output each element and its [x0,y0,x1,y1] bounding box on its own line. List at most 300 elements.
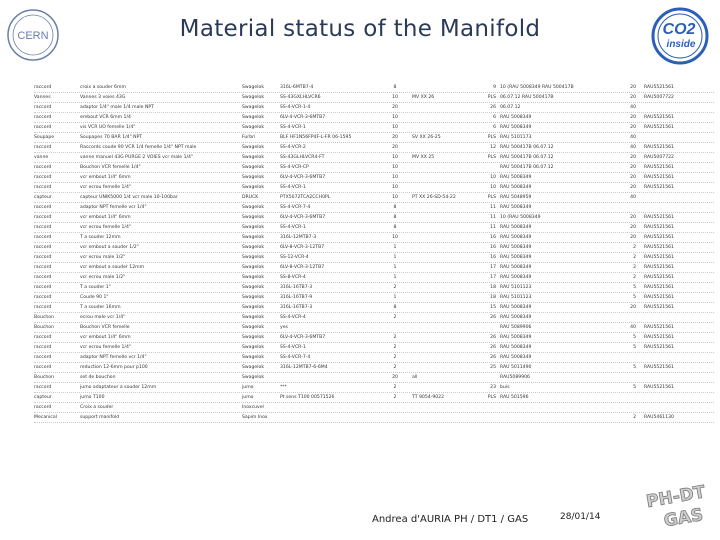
cell-reference: BLF HF1N56FP4F-L-FR 06-1595 [280,135,352,140]
cell-reference: 316L-12MTB7-6-6M4 [280,365,328,370]
cell-pls: PLS [487,195,496,200]
cell-reference: SS-43GLHLVCR4-FT [280,155,325,160]
cell-quantity-2: 20 [630,85,636,90]
page-title: Material status of the Manifold [179,16,541,42]
table-row [34,273,714,283]
cell-reference: *** [280,385,287,390]
table-row [34,253,714,263]
cell-supplier: Swagelok [242,325,264,330]
cell-rau-ref: 06.07.12 [500,105,521,110]
cell-supplier: Swagelok [242,145,264,150]
cell-rau-code: RAU5521561 [644,185,674,190]
cell-tag: MV XX 26 [412,95,435,100]
cell-supplier: Swagelok [242,285,264,290]
cell-type: raccord [34,85,52,90]
cell-rau-ref: RAU 500417B 06.07.12 [500,165,554,170]
cell-supplier: Swagelok [242,295,264,300]
cell-supplier: Swagelok [242,235,264,240]
cell-rau-code: RAU5521561 [644,175,674,180]
table-row [34,363,714,373]
cell-quantity-2: 20 [630,235,636,240]
table-row [34,343,714,353]
cell-rau-code: RAU5521561 [644,145,674,150]
table-row [34,233,714,243]
cell-rau-code: RAU5521561 [644,225,674,230]
cell-description: ecrou male vcr 1/4" [80,315,126,320]
cell-description: reduction 12-6mm pour p100 [80,365,148,370]
cell-type: raccord [34,225,52,230]
cell-tag: TT 9054-9022 [412,395,445,400]
cell-type: raccord [34,275,52,280]
cell-quantity: 10 [392,235,398,240]
cell-quantity-2: 5 [633,335,636,340]
cell-reference: SS-43GXLHLVCR6 [280,95,321,100]
cell-reference: 316L-16TB7-3 [280,305,313,310]
cell-supplier: Sapim Inox [242,415,268,420]
cell-reference: 6LV-4-VCR-3-6MTB7 [280,175,326,180]
cell-quantity-2: 40 [630,145,636,150]
table-row [34,93,714,103]
cell-type: raccord [34,105,52,110]
cell-description: T a souder 16mm [80,305,121,310]
cell-rau-code: RAU5521561 [644,385,674,390]
cell-type: Soupape [34,135,55,140]
cell-quantity-2: 2 [633,275,636,280]
cell-reference: Pt sens T100 00571526 [280,395,335,400]
cell-supplier: DRUCK [242,195,259,200]
table-row [34,153,714,163]
table-row [34,143,714,153]
cell-reference: SS-4-VCR-1 [280,225,306,230]
cell-type: raccord [34,335,52,340]
cell-rau-ref: RAU 5008349 [500,205,532,210]
cell-supplier: Swagelok [242,165,264,170]
cell-type: raccord [34,185,52,190]
cell-pls: PLS [487,135,496,140]
cell-supplier: Inoxcuvel [242,405,264,410]
cell-rau-ref: buis [500,385,510,390]
cell-rau-code: RAU5521561 [644,235,674,240]
cell-rau-code: RAU5521561 [644,255,674,260]
cell-type: raccord [34,125,52,130]
cell-quantity: 2 [393,385,397,390]
cell-quantity: 1 [393,265,397,270]
cell-quantity: 1 [393,295,397,300]
cell-type: vanne [34,155,49,160]
cell-description: jumo T100 [80,395,105,400]
cell-rau-ref: RAU 5008349 [500,245,532,250]
cell-description: T a souder 1" [80,285,111,290]
cell-supplier: Swagelok [242,115,264,120]
cell-type: capteur [34,195,52,200]
cell-supplier: Swagelok [242,95,264,100]
cell-rau-ref: RAU 5008349 [500,335,532,340]
cell-supplier: Swagelok [242,185,264,190]
cell-rau-code: RAU5521561 [644,275,674,280]
cell-rau-code: RAU5521561 [644,165,674,170]
cell-pls: 18 [490,285,496,290]
cell-rau-code: RAU5461130 [644,415,674,420]
table-row [34,83,714,93]
cell-rau-code: RAU5007722 [644,155,674,160]
table-row [34,383,714,393]
table-row [34,173,714,183]
cell-rau-ref: 10 (RAU 5008349 RAU 500417B [500,85,574,90]
cell-rau-ref: RAU 500417B 06.07.12 [500,155,554,160]
cell-pls: PLS [487,395,496,400]
cell-reference: 6LV-4-VCR-3-6MTB7 [280,335,326,340]
cell-rau-code: RAU5521561 [644,325,674,330]
table-row [34,193,714,203]
cell-quantity-2: 2 [633,245,636,250]
cell-quantity-2: 20 [630,215,636,220]
svg-text:inside: inside [666,39,696,50]
cell-quantity: 10 [392,195,398,200]
cell-quantity: 8 [393,305,397,310]
cell-quantity: 8 [393,215,397,220]
footer-author: Andrea d'AURIA PH / DT1 / GAS [372,514,529,525]
cell-quantity-2: 40 [630,135,636,140]
cell-supplier: jumo [242,385,254,390]
cell-type: raccord [34,235,52,240]
cell-rau-ref: RAU 5008349 [500,175,532,180]
cell-quantity: 2 [393,345,397,350]
cell-description: adaptor NPT femelle vcr 1/4" [80,355,147,360]
cell-pls: 17 [490,275,496,280]
cell-quantity: 20 [392,135,398,140]
cell-reference: 6LV-4-VCR-3-6MTB7 [280,215,326,220]
table-row [34,283,714,293]
cell-description: vcr ecrou femelle 1/4" [80,185,132,190]
cell-supplier: Swagelok [242,355,264,360]
cell-type: capteur [34,395,52,400]
cell-description: croix a souder 6mm [80,85,126,90]
cell-rau-ref: RAU 5008349 [500,355,532,360]
cell-rau-ref: RAU 5008349 [500,225,532,230]
cell-reference: SS-4-VCR-7-4 [280,355,311,360]
table-row [34,333,714,343]
cell-reference: SS-4-VCR-1 [280,125,306,130]
cell-description: Bouchon VCR femelle 1/4" [80,165,141,170]
cell-pls: 10 [490,185,496,190]
cell-rau-code: RAU5521561 [644,345,674,350]
cell-quantity: 2 [393,355,397,360]
table-row [34,243,714,253]
cell-type: raccord [34,145,52,150]
cell-pls: 9 [493,85,496,90]
cell-type: Mecanical [34,415,57,420]
table-row [34,103,714,113]
cell-rau-code: RAU5521561 [644,295,674,300]
cell-rau-ref: RAU 5048959 [500,195,532,200]
cell-quantity: 8 [393,225,397,230]
cell-description: jumo adaptateur a souder 12mm [80,385,157,390]
cell-quantity-2: 5 [633,285,636,290]
cell-pls: 11 [490,215,496,220]
cell-quantity-2: 20 [630,305,636,310]
cell-description: vcr ecrou male 1/2" [80,255,126,260]
cell-description: adaptor NPT femelle vcr 1/4" [80,205,147,210]
cell-pls: 12 [490,145,496,150]
cell-quantity: 10 [392,125,398,130]
cell-description: vcr embout 1/4" 6mm [80,175,131,180]
cell-rau-ref: RAU 5008349 [500,235,532,240]
cell-supplier: Swagelok [242,175,264,180]
cell-supplier: Furbri [242,135,256,140]
cell-quantity-2: 5 [633,345,636,350]
cell-type: raccord [34,265,52,270]
cell-type: raccord [34,345,52,350]
cell-description: T a souder 12mm [80,235,121,240]
cell-pls: 16 [490,255,496,260]
cell-quantity: 2 [393,285,397,290]
cell-rau-ref: RAU 5008349 [500,185,532,190]
cell-pls: 26 [490,105,496,110]
cell-rau-ref: RAU 5089906 [500,325,532,330]
cell-quantity-2: 20 [630,95,636,100]
svg-text:CO2: CO2 [662,21,696,38]
cell-type: Vannes [34,95,51,100]
table-row [34,263,714,273]
cell-pls: PLS [487,95,496,100]
cell-supplier: Swagelok [242,205,264,210]
cell-pls: 6 [493,125,496,130]
cell-pls: 26 [490,355,496,360]
cell-quantity: 20 [392,105,398,110]
table-row [34,123,714,133]
cell-quantity: 1 [393,255,397,260]
cell-reference: SS-4-VCR-2 [280,145,306,150]
cell-description: adaptor 1/4" male 1/4 male NPT [80,105,154,110]
cell-rau-ref: RAU 5008349 [500,315,532,320]
cell-rau-ref: RAU 5008349 [500,125,532,130]
cell-supplier: Swagelok [242,265,264,270]
cell-quantity: 20 [392,375,398,380]
cell-rau-ref: 06.07.12 RAU 500417B [500,95,554,100]
cell-pls: 11 [490,205,496,210]
table-row [34,403,714,413]
cell-quantity: 10 [392,175,398,180]
cell-supplier: Swagelok [242,375,264,380]
svg-text:GAS: GAS [662,504,705,532]
cell-quantity: 20 [392,145,398,150]
cell-rau-ref: RAU 5008349 [500,345,532,350]
cell-rau-ref: 10 (RAU 5008349 [500,215,541,220]
cell-rau-code: RAU5521561 [644,365,674,370]
table-row [34,203,714,213]
cell-supplier: Swagelok [242,85,264,90]
cell-rau-code: RAU5521561 [644,265,674,270]
cell-description: vcr embout 1/4" 6mm [80,215,131,220]
co2-inside-logo [648,6,712,66]
cell-description: vcr ecrou femelle 1/4" [80,225,132,230]
cell-reference: 6LV-4-VCR-3-6MTB7 [280,115,326,120]
cell-pls: 16 [490,235,496,240]
cell-type: raccord [34,215,52,220]
cell-quantity-2: 2 [633,415,636,420]
cell-rau-ref: RAU 5008349 [500,305,532,310]
cell-rau-code: RAU5521561 [644,215,674,220]
table-row [34,313,714,323]
cell-type: raccord [34,305,52,310]
cell-reference: 316L-6MTB7-4 [280,85,314,90]
cell-reference: SS-8-VCR-4 [280,275,306,280]
cell-pls: 17 [490,265,496,270]
cell-reference: SS-4-VCR-1 [280,345,306,350]
cell-reference: 6LV-8-VCR-3-12TB7 [280,245,325,250]
cell-quantity: 1 [393,245,397,250]
cell-description: vcr ecrou femelle 1/4" [80,345,132,350]
row-divider [34,422,714,423]
ph-dt-gas-logo [640,480,716,536]
cell-rau-code: RAU5521561 [644,335,674,340]
cell-tag: all [412,375,418,380]
cell-type: raccord [34,385,52,390]
cell-quantity: 2 [393,365,397,370]
table-row [34,353,714,363]
cell-description: vanne manuel 43G PURGE 2 VOIES vcr male 1/4" [80,155,194,160]
table-row [34,413,714,423]
cell-description: Coude 90 1" [80,295,109,300]
cell-pls: 11 [490,225,496,230]
cell-type: raccord [34,285,52,290]
cell-rau-ref: RAU 5008349 [500,115,532,120]
table-row [34,133,714,143]
cell-description: Croix a souder [80,405,114,410]
cell-rau-ref: RAU 500417B 06.07.12 [500,145,554,150]
cell-reference: 6LV-8-VCR-3-12TB7 [280,265,325,270]
cell-rau-ref: RAU 5011490 [500,365,532,370]
cell-reference: SS-4-VCR-7-4 [280,205,311,210]
cell-description: support manifold [80,415,120,420]
cell-supplier: Swagelok [242,245,264,250]
cell-type: Bouchon [34,325,55,330]
cell-pls: 26 [490,335,496,340]
cell-reference: yes [280,325,288,330]
cell-reference: PTX5072TCA2CCH0PL [280,195,331,200]
table-row [34,293,714,303]
cell-quantity-2: 5 [633,295,636,300]
cell-quantity-2: 20 [630,225,636,230]
cell-pls: 26 [490,345,496,350]
cell-reference: SS-4-VCR-1 [280,185,306,190]
cell-quantity-2: 40 [630,325,636,330]
cell-tag: MV XX 25 [412,155,435,160]
cell-type: raccord [34,245,52,250]
cell-quantity: 8 [393,205,397,210]
cell-quantity-2: 2 [633,255,636,260]
cell-rau-code: RAU5521561 [644,305,674,310]
cell-pls: 6 [493,115,496,120]
cell-rau-code: RAU5521561 [644,125,674,130]
cell-quantity: 10 [392,155,398,160]
cell-pls: 25 [490,365,496,370]
cell-quantity-2: 40 [630,105,636,110]
cell-type: Bouchon [34,315,55,320]
cell-pls: 10 [490,175,496,180]
cell-supplier: Swagelok [242,275,264,280]
cell-quantity-2: 20 [630,155,636,160]
table-row [34,113,714,123]
cell-quantity: 1 [393,275,397,280]
cell-description: capteur UNIK5000 1/4 vcr male 10-100bar [80,195,178,200]
cell-rau-ref: RAU 5101123 [500,285,532,290]
cell-rau-ref: RAU 5101123 [500,295,532,300]
cell-quantity: 2 [393,335,397,340]
cell-quantity-2: 20 [630,185,636,190]
table-row [34,303,714,313]
cell-description: Vannes 3 voies 43G [80,95,126,100]
cell-pls: 26 [490,315,496,320]
table-row [34,183,714,193]
cell-description: embout VCR 6mm 1/4 [80,115,131,120]
table-row [34,373,714,383]
cell-description: Bouchon VCR femelle [80,325,130,330]
cell-rau-code: RAU5521561 [644,85,674,90]
cell-rau-ref: RAU 5101173 [500,135,532,140]
cell-supplier: Swagelok [242,305,264,310]
cell-type: raccord [34,115,52,120]
cell-description: vcr embout a souder 1/2" [80,245,139,250]
table-row [34,323,714,333]
cell-type: raccord [34,355,52,360]
cell-supplier: Swagelok [242,335,264,340]
cell-pls: 15 [490,305,496,310]
cell-rau-code: RAU5521561 [644,285,674,290]
cell-type: Bouchon [34,375,55,380]
cell-reference: SS-4-VCR-1-4 [280,105,311,110]
footer-date: 28/01/14 [560,512,601,522]
cell-type: raccord [34,295,52,300]
cell-rau-ref: RAU 501596 [500,395,529,400]
cell-supplier: Swagelok [242,155,264,160]
cell-description: vis VCR UO femelle 1/4" [80,125,136,130]
cell-description: Soupapes 70 BAR 1/4" NPT [80,135,143,140]
cell-rau-ref: RAU 5008349 [500,265,532,270]
cell-supplier: Swagelok [242,215,264,220]
cell-type: raccord [34,175,52,180]
cell-supplier: jumo [242,395,254,400]
cell-quantity: 8 [393,85,397,90]
material-table [34,83,714,423]
cell-quantity-2: 5 [633,385,636,390]
cell-quantity-2: 40 [630,195,636,200]
cell-quantity: 2 [393,395,397,400]
cell-quantity: 2 [393,315,397,320]
cell-quantity: 10 [392,185,398,190]
cell-reference: 316L-12MTB7-3 [280,235,317,240]
cell-pls: PLS [487,155,496,160]
cell-rau-code: RAU5007722 [644,95,674,100]
cell-quantity-2: 20 [630,175,636,180]
cell-reference: SS-12-VCR-4 [280,255,309,260]
cell-tag: PT XX 26-SD-54-22 [412,195,456,200]
cell-supplier: Swagelok [242,315,264,320]
cell-supplier: Swagelok [242,345,264,350]
svg-text:PH-DT: PH-DT [644,482,707,513]
cell-quantity: 10 [392,165,398,170]
cell-supplier: Swagelok [242,125,264,130]
cell-quantity-2: 2 [633,265,636,270]
cell-quantity-2: 5 [633,365,636,370]
cell-supplier: Swagelok [242,255,264,260]
cell-supplier: Swagelok [242,105,264,110]
svg-text:CERN: CERN [17,30,49,42]
cell-tag: SV XX 26-25 [412,135,441,140]
cell-rau-ref: RAU5089906 [500,375,530,380]
table-row [34,393,714,403]
cell-rau-code: RAU5521561 [644,115,674,120]
